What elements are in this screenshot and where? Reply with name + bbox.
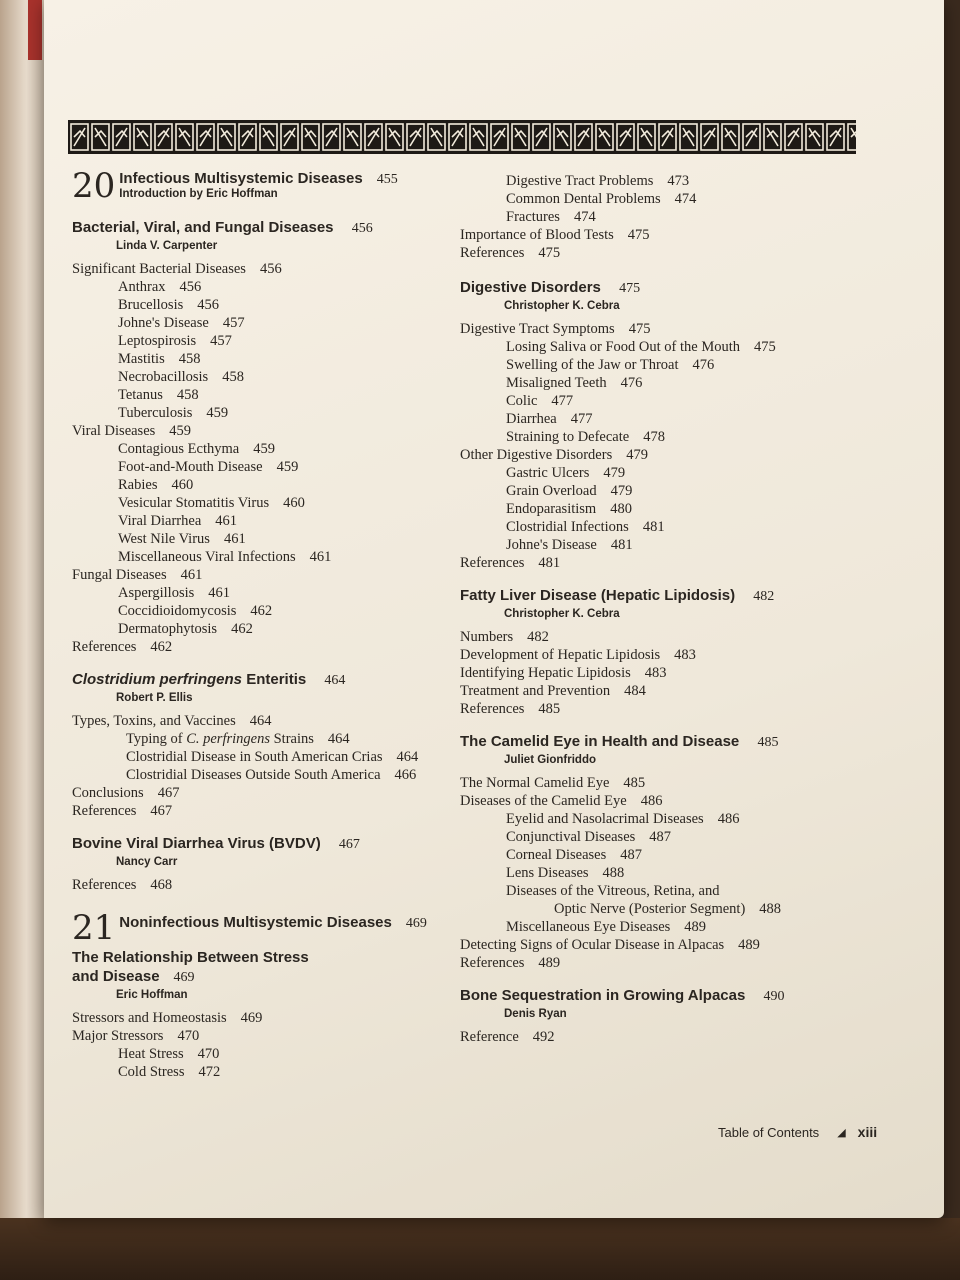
entry-list: [460, 628, 860, 718]
toc-entry-text: Corneal Diseases: [506, 847, 607, 863]
section-page: 467: [338, 837, 360, 852]
toc-entry-text: Diseases of the Vitreous, Retina, and: [506, 883, 720, 899]
toc-entry-text: Viral Diseases: [72, 423, 156, 439]
toc-entry-page: 456: [179, 279, 202, 295]
toc-entry-text: Mastitis: [118, 351, 165, 367]
toc-entry: [460, 646, 860, 664]
section-author: Christopher K. Cebra: [504, 300, 620, 312]
toc-entry-page: 486: [640, 793, 663, 809]
toc-entry-page: 475: [538, 245, 561, 261]
toc-entry-page: 466: [394, 767, 417, 783]
toc-entry: [72, 1045, 492, 1063]
toc-entry-text: Clostridial Infections: [506, 519, 629, 535]
toc-entry-text: Viral Diarrhea: [118, 513, 202, 529]
toc-entry: [72, 548, 492, 566]
toc-entry-text: Grain Overload: [506, 483, 597, 499]
toc-entry: [72, 368, 492, 386]
toc-entry: [460, 208, 860, 226]
toc-entry-page: 473: [667, 173, 690, 189]
toc-entry-text: Conclusions: [72, 785, 144, 801]
triangle-icon: ◢: [837, 1126, 846, 1139]
entry-list: [72, 876, 492, 894]
toc-entry-page: 462: [150, 639, 173, 655]
toc-entry-text: References: [460, 245, 525, 261]
toc-entry-text: Major Stressors: [72, 1028, 164, 1044]
toc-entry-text: Dermatophytosis: [118, 621, 218, 637]
toc-entry-text: References: [460, 555, 525, 571]
toc-entry-page: 488: [759, 901, 782, 917]
toc-entry: [72, 350, 492, 368]
toc-entry: [72, 748, 492, 766]
toc-entry-text: References: [460, 701, 525, 717]
toc-entry-page: 481: [642, 519, 665, 535]
toc-entry-page: 472: [198, 1064, 221, 1080]
toc-entry: [72, 602, 492, 620]
toc-entry-page: 484: [624, 683, 646, 699]
entry-text-part: Strains: [269, 731, 314, 747]
entry-text-italic: C. perfringens: [186, 731, 270, 747]
toc-entry-page: 479: [626, 447, 648, 463]
toc-entry-text: The Normal Camelid Eye: [460, 775, 610, 791]
toc-entry-text: Heat Stress: [118, 1046, 184, 1062]
toc-entry-page: 481: [610, 537, 633, 553]
toc-entry-page: 478: [643, 429, 665, 445]
toc-entry: [460, 320, 860, 338]
left-column: [72, 166, 492, 1081]
entry-list: [72, 712, 492, 820]
decorative-border-ornament: [68, 120, 856, 154]
toc-entry-page: 470: [177, 1028, 200, 1044]
toc-entry: [460, 846, 860, 864]
toc-entry-page: 462: [250, 603, 273, 619]
toc-entry-text: Endoparasitism: [506, 501, 597, 517]
section-page: 464: [324, 673, 346, 688]
toc-entry: [460, 356, 860, 374]
toc-entry-page: 475: [627, 227, 650, 243]
section-page: 490: [763, 989, 785, 1004]
section-page: 485: [757, 735, 779, 750]
right-column: [460, 172, 860, 1046]
toc-entry: [72, 458, 492, 476]
toc-entry-text: Swelling of the Jaw or Throat: [506, 357, 679, 373]
toc-entry: [72, 784, 492, 802]
toc-entry: [460, 682, 860, 700]
toc-entry: [460, 936, 860, 954]
toc-entry: [460, 410, 860, 428]
toc-entry-text: Development of Hepatic Lipidosis: [460, 647, 661, 663]
toc-entry: [460, 338, 860, 356]
toc-entry-text: Johne's Disease: [506, 537, 597, 553]
toc-entry-page: 476: [692, 357, 715, 373]
toc-entry-page: 492: [532, 1029, 555, 1045]
toc-entry: [460, 518, 860, 536]
toc-entry-page: 477: [551, 393, 574, 409]
toc-entry-text: Coccidioidomycosis: [118, 603, 237, 619]
section-author: Christopher K. Cebra: [504, 608, 620, 620]
toc-entry-text: Importance of Blood Tests: [460, 227, 614, 243]
section-fatty-liver: [460, 586, 860, 606]
section-bone-sequestration: [460, 986, 860, 1006]
toc-entry-text: Treatment and Prevention: [460, 683, 611, 699]
toc-entry-page: 470: [197, 1046, 220, 1062]
toc-entry-text: Miscellaneous Viral Infections: [118, 549, 296, 565]
section-title: The Relationship Between Stress: [72, 949, 309, 966]
toc-entry: [72, 584, 492, 602]
toc-entry: [460, 554, 860, 572]
section-title: The Camelid Eye in Health and Disease: [460, 733, 740, 750]
entry-text-part: Typing of: [126, 731, 187, 747]
entry-list: [72, 260, 492, 656]
toc-entry: [72, 620, 492, 638]
toc-entry: [460, 190, 860, 208]
toc-entry: [460, 918, 860, 936]
section-page: 469: [173, 970, 195, 985]
toc-entry-page: 487: [649, 829, 672, 845]
toc-entry: [72, 440, 492, 458]
toc-entry: [460, 700, 860, 718]
section-camelid-eye: [460, 732, 860, 752]
toc-entry-page: 460: [283, 495, 305, 511]
toc-entry-page: 456: [197, 297, 219, 313]
section-bacterial-viral-fungal: [72, 218, 492, 238]
page-folio: xiii: [857, 1124, 878, 1140]
toc-entry-text: Colic: [506, 393, 538, 409]
entry-list: [460, 172, 860, 262]
toc-entry-page: 489: [684, 919, 707, 935]
chapter-20-heading: [72, 166, 492, 206]
toc-entry: [460, 446, 860, 464]
toc-entry: [460, 172, 860, 190]
toc-entry-page: 460: [171, 477, 194, 493]
section-title-line2: and Disease: [72, 968, 160, 985]
toc-entry: [460, 500, 860, 518]
toc-entry: [72, 386, 492, 404]
toc-entry-page: 458: [222, 369, 244, 385]
toc-entry-page: 461: [208, 585, 231, 601]
toc-entry: [460, 954, 860, 972]
toc-entry: [460, 428, 860, 446]
chapter-21-heading: [72, 908, 492, 948]
entry-list: [72, 1009, 492, 1081]
toc-entry-text: Other Digestive Disorders: [460, 447, 613, 463]
toc-entry: [72, 876, 492, 894]
toc-entry: [72, 730, 492, 748]
toc-entry: [72, 1009, 492, 1027]
toc-entry-page: 483: [674, 647, 696, 663]
toc-entry-text: Rabies: [118, 477, 158, 493]
spine-edge: [28, 0, 42, 60]
chapter-title: Noninfectious Multisystemic Diseases: [119, 914, 392, 931]
entry-list: [460, 1028, 860, 1046]
toc-entry-page: 474: [573, 209, 596, 225]
toc-entry-page: 485: [623, 775, 646, 791]
section-page: 475: [619, 281, 641, 296]
toc-entry-page: 456: [259, 261, 282, 277]
section-title: Enteritis: [242, 671, 307, 688]
toc-entry-page: 461: [180, 567, 203, 583]
toc-entry-text: Tuberculosis: [118, 405, 193, 421]
toc-entry-text: Fungal Diseases: [72, 567, 167, 583]
toc-entry: [72, 278, 492, 296]
toc-entry-text: Stressors and Homeostasis: [72, 1010, 227, 1026]
toc-entry-page: 461: [215, 513, 238, 529]
toc-entry-page: 483: [644, 665, 667, 681]
toc-entry: [460, 774, 860, 792]
toc-entry-page: 457: [210, 333, 232, 349]
toc-entry-page: 479: [610, 483, 633, 499]
toc-entry-page: 462: [231, 621, 253, 637]
toc-entry-page: 469: [240, 1010, 263, 1026]
toc-entry-page: 482: [527, 629, 549, 645]
toc-entry-text: Misaligned Teeth: [506, 375, 607, 391]
page-footer: [718, 1124, 877, 1140]
toc-entry: [72, 1063, 492, 1081]
toc-entry-text: Significant Bacterial Diseases: [72, 261, 246, 277]
toc-entry-page: 458: [178, 351, 201, 367]
chapter-number: 21: [72, 908, 116, 948]
toc-entry: [72, 802, 492, 820]
toc-entry-text: References: [72, 803, 137, 819]
toc-entry-text: Miscellaneous Eye Diseases: [506, 919, 671, 935]
chapter-page: 469: [405, 916, 427, 931]
section-title: Digestive Disorders: [460, 279, 601, 296]
toc-entry-text: Straining to Defecate: [506, 429, 630, 445]
toc-entry: [460, 628, 860, 646]
toc-entry-text: Losing Saliva or Food Out of the Mouth: [506, 339, 741, 355]
toc-entry-page: 475: [628, 321, 651, 337]
toc-entry: [72, 638, 492, 656]
entry-list: [460, 774, 860, 972]
toc-entry-text: Lens Diseases: [506, 865, 589, 881]
toc-entry-text: Tetanus: [118, 387, 163, 403]
toc-entry-page: 475: [754, 339, 776, 355]
toc-entry-page: 467: [157, 785, 180, 801]
toc-entry-page: 459: [276, 459, 299, 475]
toc-entry: [72, 476, 492, 494]
toc-entry: [72, 494, 492, 512]
section-digestive: [460, 278, 860, 298]
toc-entry: [72, 566, 492, 584]
toc-entry: [72, 712, 492, 730]
toc-entry-text: Conjunctival Diseases: [506, 829, 636, 845]
toc-entry-page: 488: [602, 865, 625, 881]
toc-entry: [460, 810, 860, 828]
toc-entry: [460, 1028, 860, 1046]
toc-entry-text: References: [72, 877, 137, 893]
toc-entry-text: Digestive Tract Problems: [506, 173, 654, 189]
toc-entry-page: 461: [309, 549, 332, 565]
toc-entry-page: 459: [169, 423, 192, 439]
toc-entry: [72, 512, 492, 530]
toc-entry: [460, 664, 860, 682]
section-page: 456: [351, 221, 373, 236]
section-title-italic: Clostridium perfringens: [72, 671, 243, 688]
toc-entry-page: 481: [538, 555, 561, 571]
toc-entry: [72, 296, 492, 314]
section-author: Robert P. Ellis: [116, 692, 193, 704]
chapter-page: 455: [376, 172, 398, 187]
toc-entry-text: References: [72, 639, 137, 655]
toc-entry-page: 477: [570, 411, 593, 427]
toc-entry-text: West Nile Virus: [118, 531, 210, 547]
section-title: Bovine Viral Diarrhea Virus (BVDV): [72, 835, 321, 852]
toc-entry-text: [126, 730, 314, 748]
toc-entry: [72, 766, 492, 784]
toc-entry-page: 479: [603, 465, 626, 481]
toc-entry: [72, 422, 492, 440]
toc-entry-text: Aspergillosis: [118, 585, 195, 601]
toc-entry-text: Common Dental Problems: [506, 191, 661, 207]
toc-entry: [72, 404, 492, 422]
section-author: Denis Ryan: [504, 1008, 567, 1020]
toc-entry-page: 464: [396, 749, 419, 765]
toc-entry-text: Clostridial Disease in South American Crias: [126, 749, 383, 765]
toc-entry-text: Numbers: [460, 629, 514, 645]
toc-entry: [460, 244, 860, 262]
toc-entry-text: Types, Toxins, and Vaccines: [72, 713, 236, 729]
toc-entry: [72, 260, 492, 278]
toc-entry-text: Gastric Ulcers: [506, 465, 590, 481]
toc-entry-text: Fractures: [506, 209, 560, 225]
book-spine: [0, 0, 48, 1280]
section-clostridium: [72, 670, 492, 690]
toc-entry-text: Foot-and-Mouth Disease: [118, 459, 263, 475]
toc-entry: [460, 882, 860, 900]
toc-entry-page: 468: [150, 877, 173, 893]
toc-entry: [460, 226, 860, 244]
toc-entry-page: 489: [538, 955, 561, 971]
toc-entry-text: Identifying Hepatic Lipidosis: [460, 665, 631, 681]
toc-entry-text: Cold Stress: [118, 1064, 185, 1080]
section-title: Fatty Liver Disease (Hepatic Lipidosis): [460, 587, 736, 604]
toc-entry-page: 457: [222, 315, 245, 331]
toc-entry: [460, 392, 860, 410]
toc-entry: [460, 864, 860, 882]
chapter-title: Infectious Multisystemic Diseases: [119, 170, 363, 187]
toc-entry-page: 464: [327, 731, 350, 747]
section-author: Juliet Gionfriddo: [504, 754, 596, 766]
toc-entry: [460, 828, 860, 846]
toc-entry: [460, 536, 860, 554]
toc-entry: [72, 530, 492, 548]
toc-entry-page: 467: [150, 803, 173, 819]
toc-entry-text: Necrobacillosis: [118, 369, 209, 385]
toc-entry: [460, 482, 860, 500]
toc-entry-text: Contagious Ecthyma: [118, 441, 240, 457]
section-bvdv: [72, 834, 492, 854]
toc-entry-page: 458: [176, 387, 199, 403]
table-surface: [0, 1218, 960, 1280]
toc-entry-page: 486: [717, 811, 740, 827]
toc-entry-page: 474: [674, 191, 697, 207]
chapter-number: 20: [72, 166, 116, 206]
toc-entry: [72, 314, 492, 332]
toc-entry-text: Brucellosis: [118, 297, 184, 313]
toc-entry-text: Eyelid and Nasolacrimal Diseases: [506, 811, 704, 827]
toc-entry-text: Reference: [460, 1029, 519, 1045]
toc-entry-text: References: [460, 955, 525, 971]
toc-entry-page: 459: [206, 405, 229, 421]
toc-entry: [72, 332, 492, 350]
toc-entry-text: Digestive Tract Symptoms: [460, 321, 615, 337]
toc-entry-text: Diseases of the Camelid Eye: [460, 793, 627, 809]
toc-entry-page: 489: [738, 937, 760, 953]
toc-entry-page: 461: [223, 531, 246, 547]
toc-entry-page: 480: [610, 501, 632, 517]
toc-entry-page: 464: [249, 713, 272, 729]
toc-entry: [460, 464, 860, 482]
section-author: Eric Hoffman: [116, 989, 188, 1001]
toc-entry-page: 487: [620, 847, 643, 863]
toc-entry-text: Clostridial Diseases Outside South America: [126, 767, 381, 783]
toc-entry-page: 485: [538, 701, 561, 717]
section-title: Bone Sequestration in Growing Alpacas: [460, 987, 746, 1004]
toc-entry-text: Leptospirosis: [118, 333, 197, 349]
toc-entry-text: Diarrhea: [506, 411, 557, 427]
section-stress: [72, 948, 492, 987]
toc-entry-text: Detecting Signs of Ocular Disease in Alpacas: [460, 937, 725, 953]
toc-entry-page: 459: [253, 441, 275, 457]
toc-entry: [460, 374, 860, 392]
section-author: Linda V. Carpenter: [116, 240, 218, 252]
section-author: Nancy Carr: [116, 856, 178, 868]
toc-entry: [72, 1027, 492, 1045]
toc-entry-page: 476: [620, 375, 643, 391]
toc-entry-text: Anthrax: [118, 279, 166, 295]
chapter-intro: Introduction by Eric Hoffman: [119, 188, 278, 200]
toc-entry: [460, 792, 860, 810]
section-title: Bacterial, Viral, and Fungal Diseases: [72, 219, 334, 236]
section-page: 482: [753, 589, 775, 604]
toc-entry-text: Vesicular Stomatitis Virus: [118, 495, 270, 511]
footer-label: Table of Contents: [718, 1124, 820, 1140]
toc-entry-text: Optic Nerve (Posterior Segment): [554, 901, 746, 917]
toc-entry: [460, 900, 860, 918]
entry-list: [460, 320, 860, 572]
toc-entry-text: Johne's Disease: [118, 315, 209, 331]
